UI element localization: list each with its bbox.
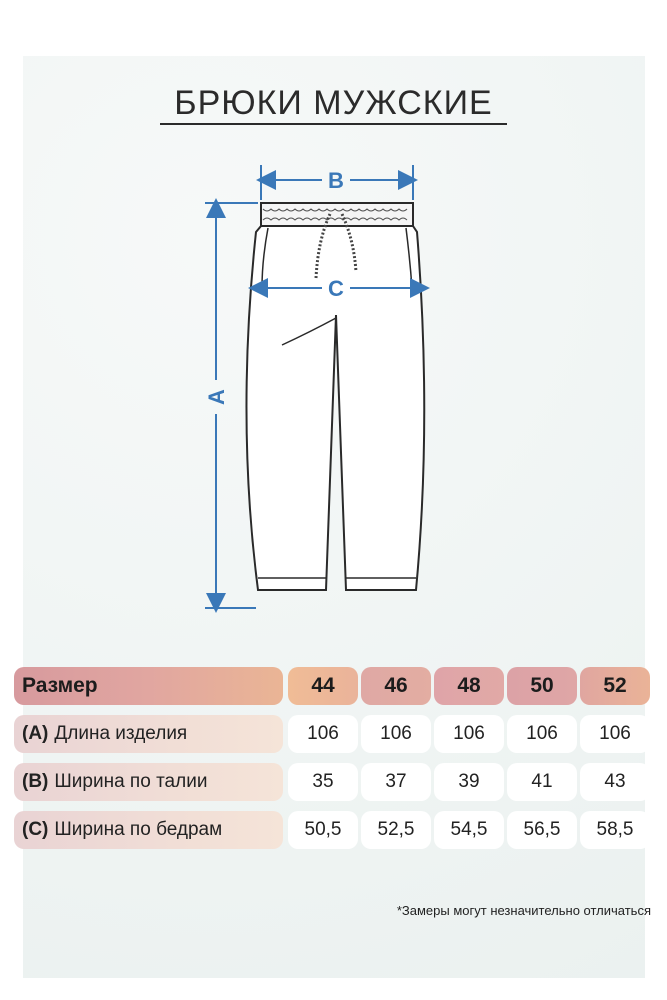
row-a-code: (A): [22, 723, 49, 744]
row-c-size-44: 50,5: [288, 811, 358, 849]
row-b-size-44: 35: [288, 763, 358, 801]
footnote: *Замеры могут незначительно отличаться: [396, 903, 651, 918]
row-b-name: Ширина по талии: [54, 771, 208, 792]
header-size-48: 48: [434, 667, 504, 705]
row-a-size-48: 106: [434, 715, 504, 753]
dim-c-label: C: [328, 276, 344, 301]
row-c-size-50: 56,5: [507, 811, 577, 849]
header-size-52: 52: [580, 667, 650, 705]
row-b-size-52: 43: [580, 763, 650, 801]
header-size-label: Размер: [14, 667, 283, 705]
row-c-code: (C): [22, 819, 49, 840]
row-c-label: [14, 811, 283, 849]
row-b-size-50: 41: [507, 763, 577, 801]
header-size-50: 50: [507, 667, 577, 705]
dim-b-label: B: [328, 168, 344, 193]
row-b-size-46: 37: [361, 763, 431, 801]
pants-outline: [246, 210, 424, 590]
header-size-46: 46: [361, 667, 431, 705]
row-b-size-48: 39: [434, 763, 504, 801]
row-b-label: [14, 763, 283, 801]
row-c-size-46: 52,5: [361, 811, 431, 849]
row-b-code: (B): [22, 771, 49, 792]
row-a-size-44: 106: [288, 715, 358, 753]
row-c-size-52: 58,5: [580, 811, 650, 849]
waistband: [261, 203, 413, 226]
row-c-size-48: 54,5: [434, 811, 504, 849]
dim-a-label: A: [204, 389, 229, 405]
row-a-size-52: 106: [580, 715, 650, 753]
header-size-44: 44: [288, 667, 358, 705]
row-a-size-50: 106: [507, 715, 577, 753]
row-c-name: Ширина по бедрам: [54, 819, 223, 840]
row-a-name: Длина изделия: [54, 723, 188, 744]
page-title: БРЮКИ МУЖСКИЕ: [174, 84, 493, 122]
row-a-label: [14, 715, 283, 753]
row-a-size-46: 106: [361, 715, 431, 753]
